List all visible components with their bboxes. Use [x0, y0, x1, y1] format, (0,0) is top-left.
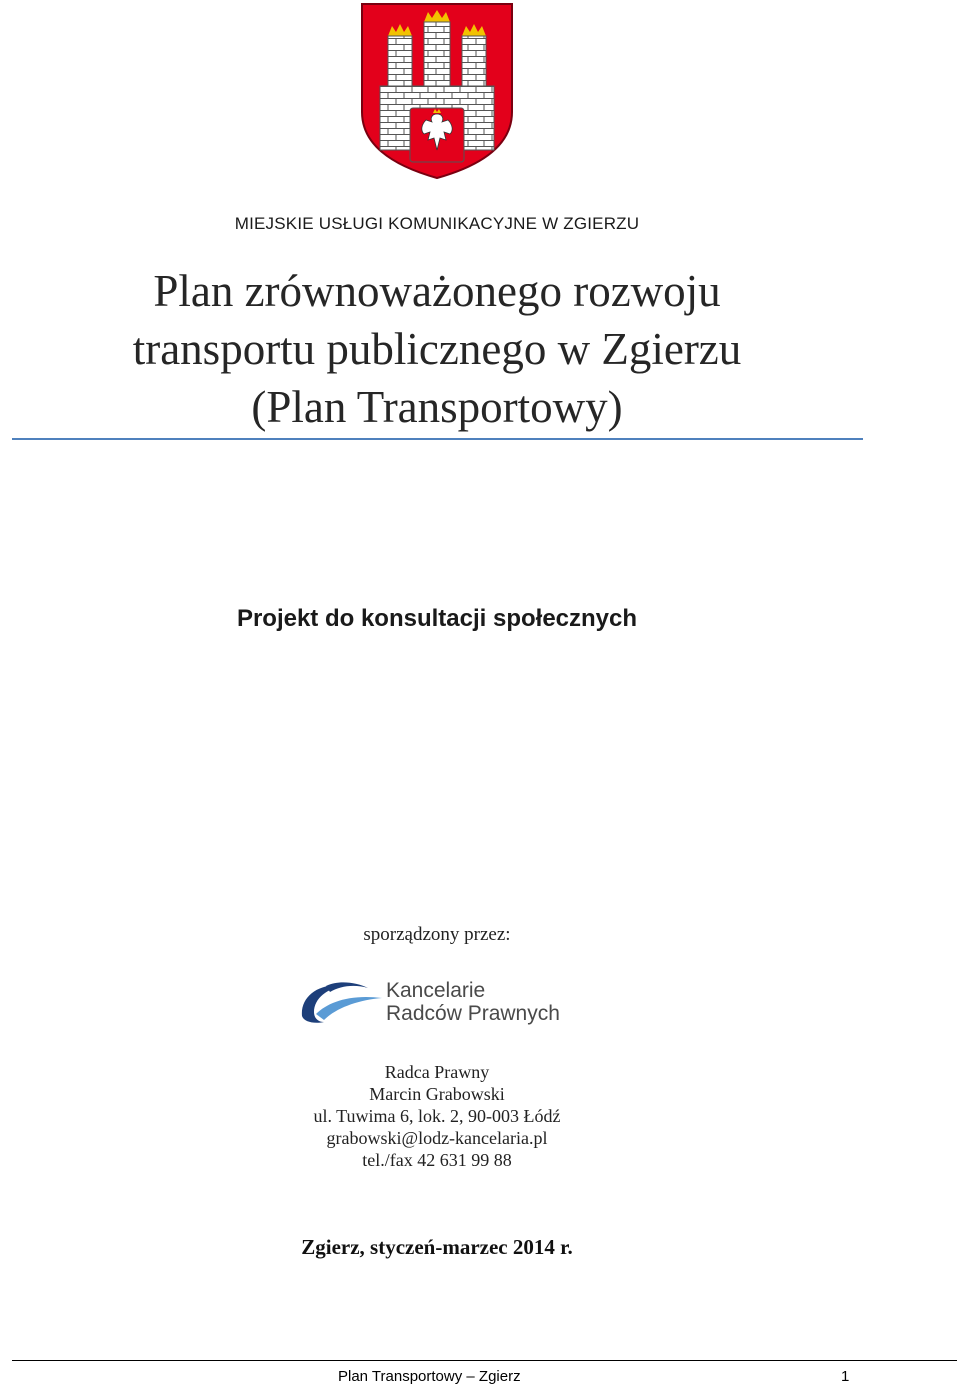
title-line: Plan zrównoważonego rozwoju — [153, 266, 721, 316]
page-number: 1 — [841, 1368, 850, 1385]
title-underline — [12, 438, 863, 440]
kancelarie-logo — [298, 976, 588, 1028]
document-title — [0, 262, 874, 436]
prepared-by-label: sporządzony przez: — [363, 924, 511, 945]
title-line: transportu publicznego w Zgierzu — [132, 324, 742, 374]
document-subtitle: Projekt do konsultacji społecznych — [236, 605, 638, 632]
organization-name: MIEJSKIE USŁUGI KOMUNIKACYJNE W ZGIERZU — [234, 214, 640, 233]
logo-line-1: Kancelarie — [386, 979, 486, 1002]
logo-line-2: Radców Prawnych — [386, 1002, 560, 1025]
zgierz-coat-of-arms-icon — [360, 2, 514, 180]
contact-name: Marcin Grabowski — [369, 1084, 505, 1104]
contact-address: ul. Tuwima 6, lok. 2, 90-003 Łódź — [313, 1106, 561, 1126]
contact-title: Radca Prawny — [384, 1062, 490, 1082]
kancelarie-swoosh-icon — [298, 976, 384, 1028]
date-line: Zgierz, styczeń-marzec 2014 r. — [301, 1235, 573, 1259]
footer-divider — [12, 1360, 957, 1361]
contact-phone: tel./fax 42 631 99 88 — [362, 1150, 512, 1170]
title-line: (Plan Transportowy) — [251, 382, 623, 432]
contact-email: grabowski@lodz-kancelaria.pl — [326, 1128, 548, 1148]
footer-title: Plan Transportowy – Zgierz — [338, 1368, 521, 1385]
contact-block — [0, 1061, 874, 1171]
